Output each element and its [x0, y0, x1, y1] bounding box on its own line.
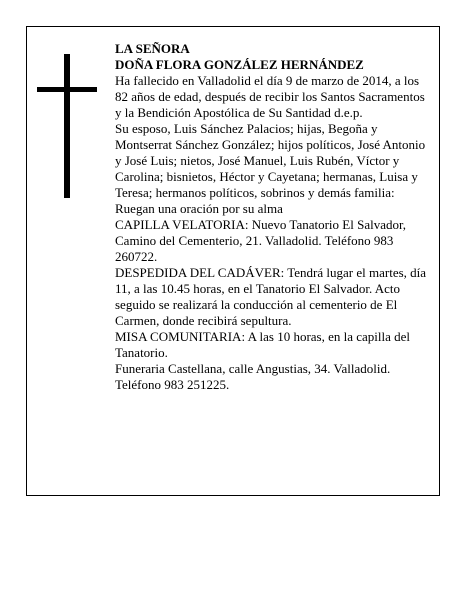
chapel-info: CAPILLA VELATORIA: Nuevo Tanatorio El Salvador, Camino del Cementerio, 21. Valladolid. Teléfono 983 260722.	[115, 217, 407, 264]
notice-text	[115, 41, 427, 393]
deceased-name: DOÑA FLORA GONZÁLEZ HERNÁNDEZ	[115, 57, 364, 72]
death-announcement: Ha fallecido en Valladolid el día 9 de marzo de 2014, a los 82 años de edad, después de recibir los Santos Sacramentos y la Bendición Apostólica de Su Santidad d.e.p.	[115, 73, 425, 120]
notice-heading: LA SEÑORA	[115, 41, 190, 56]
funeral-home-info: Funeraria Castellana, calle Angustias, 34. Valladolid. Teléfono 983 251225.	[115, 361, 391, 392]
cross-icon	[37, 54, 97, 198]
obituary-notice	[26, 26, 440, 496]
farewell-info: DESPEDIDA DEL CADÁVER: Tendrá lugar el martes, día 11, a las 10.45 horas, en el Tanatorio El Salvador. Acto seguido se realizará la conducción al cementerio de El Carmen, donde recibirá sepultura.	[115, 265, 427, 328]
mass-info: MISA COMUNITARIA: A las 10 horas, en la capilla del Tanatorio.	[115, 329, 411, 360]
family-list: Su esposo, Luis Sánchez Palacios; hijas, Begoña y Montserrat Sánchez González; hijos políticos, José Antonio y José Luis; nietos, José Manuel, Luis Rubén, Víctor y Carolina; bisnietos, Héctor y Cayetana; hermanas, Luisa y Teresa; hermanos políticos, sobrinos y demás familia:	[115, 121, 426, 200]
prayer-request: Ruegan una oración por su alma	[115, 201, 283, 216]
